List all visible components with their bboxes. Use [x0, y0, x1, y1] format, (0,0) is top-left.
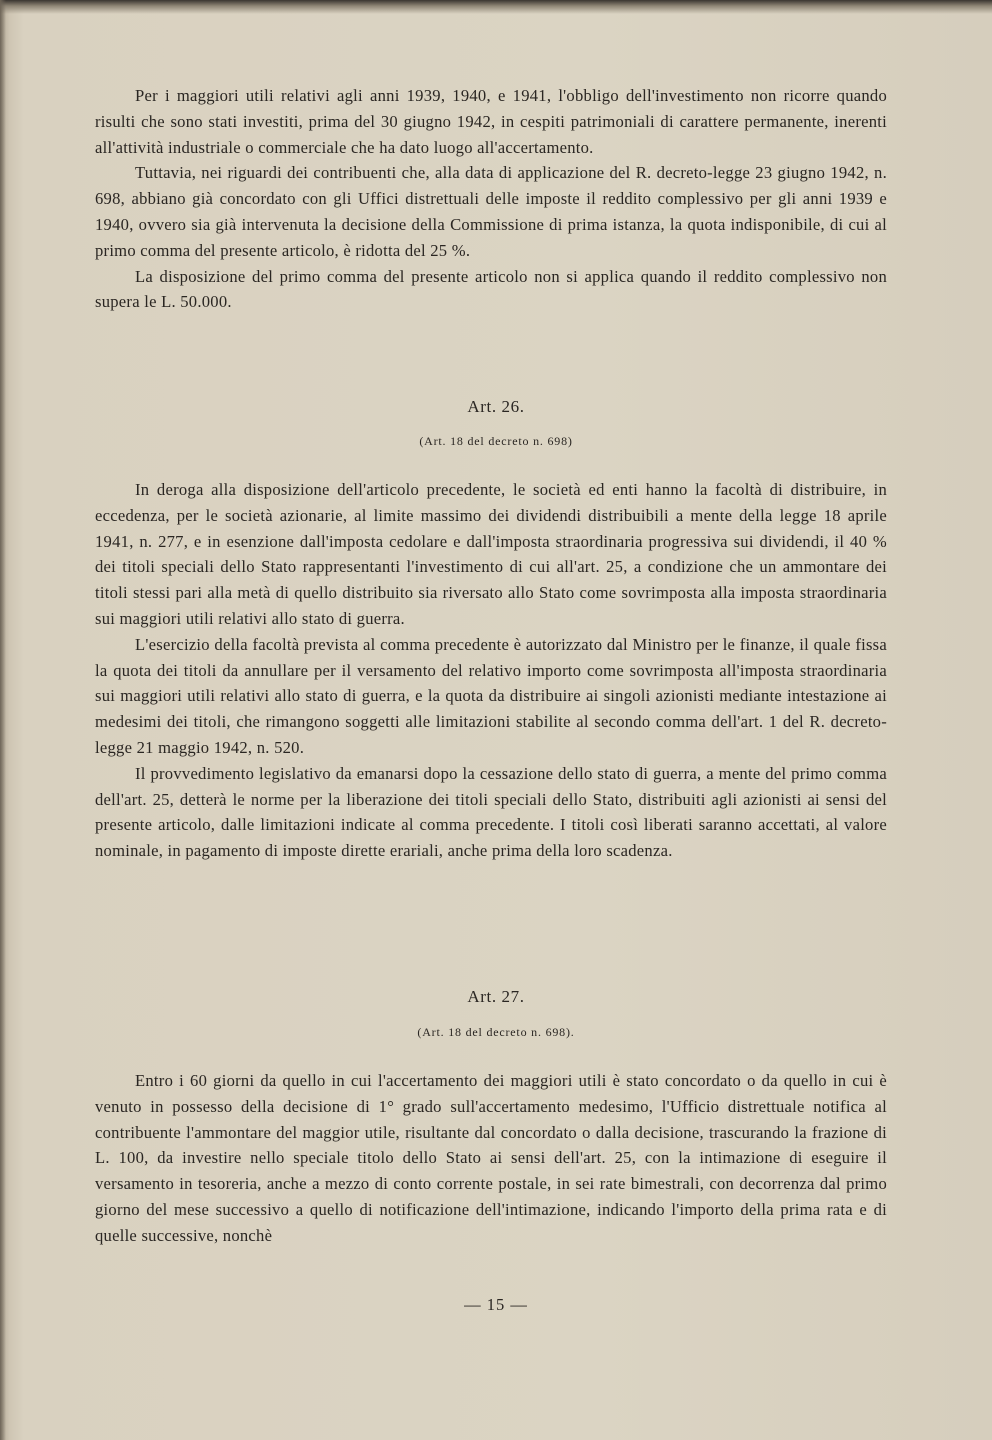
- paragraph: Entro i 60 giorni da quello in cui l'accertamento dei maggiori utili è stato concordato o da quello in cui è venuto in possesso della decisione di 1° grado sull'accertamento medesimo, l'Ufficio distrettuale notifica al contribuente l'ammontare del maggior utile, risultante dal concordato o dalla decisione, trascurando la frazione di L. 100, da investire nello speciale titolo dello Stato ai sensi dell'art. 25, con la intimazione di eseguire il versamento in tesoreria, anche a mezzo di conto corrente postale, in sei rate bimestrali, con decorrenza dal primo giorno del mese successivo a quello di notificazione dell'intimazione, indicando l'importo della prima rata e di quelle successive, nonchè: [95, 1071, 887, 1245]
- art-26-body: [95, 477, 887, 864]
- paragraph: Tuttavia, nei riguardi dei contribuenti che, alla data di applicazione del R. decreto-legge 23 giugno 1942, n. 698, abbiano già concordato con gli Uffici distrettuali delle imposte il reddito complessivo per gli anni 1939 e 1940, ovvero sia già intervenuta la decisione della Commissione di prima istanza, la quota indisponibile, di cui al primo comma del presente articolo, è ridotta del 25 %.: [95, 163, 887, 260]
- article-heading-27: Art. 27.: [467, 987, 525, 1006]
- paragraph: La disposizione del primo comma del presente articolo non si applica quando il reddito complessivo non supera le L. 50.000.: [95, 266, 887, 312]
- paragraph: Per i maggiori utili relativi agli anni 1939, 1940, e 1941, l'obbligo dell'investimento non ricorre quando risulti che sono stati investiti, prima del 30 giugno 1942, in cespiti patrimoniali di carattere permanente, inerenti all'attività industriale o commerciale che ha dato luogo all'accertamento.: [95, 86, 887, 157]
- scan-left-edge: [0, 0, 6, 1440]
- scan-top-edge: [0, 0, 992, 14]
- paragraph: In deroga alla disposizione dell'articolo precedente, le società ed enti hanno la facoltà di distribuire, in eccedenza, per le società azionarie, al limite massimo dei dividendi distribuibili a mente della legge 18 aprile 1941, n. 277, e in esenzione dall'imposta cedolare e dall'imposta straordinaria progressiva sui dividendi, il 40 % dei titoli speciali dello Stato rappresentanti l'investimento di cui all'art. 25, a condizione che un ammontare dei titoli stessi pari alla metà di quello distribuito sia riversato allo Stato come sovrimposta alla imposta straordinaria sui maggiori utili relativi allo stato di guerra.: [95, 480, 887, 628]
- art-25-continuation: [95, 83, 887, 315]
- page-number: — 15 —: [464, 1295, 528, 1314]
- article-reference-27: (Art. 18 del decreto n. 698).: [417, 1025, 575, 1039]
- article-heading-26: Art. 26.: [467, 397, 525, 416]
- paragraph: L'esercizio della facoltà prevista al comma precedente è autorizzato dal Ministro per le finanze, il quale fissa la quota dei titoli da annullare per il versamento del relativo importo come sovrimposta all'imposta straordinaria sui maggiori utili relativi allo stato di guerra, e la quota da distribuire ai singoli azionisti mediante intestazione ai medesimi dei titoli, che rimangono soggetti alle limitazioni stabilite al secondo comma dell'art. 1 del R. decreto-legge 21 maggio 1942, n. 520.: [95, 634, 887, 757]
- article-reference-26: (Art. 18 del decreto n. 698): [419, 434, 573, 448]
- paragraph: Il provvedimento legislativo da emanarsi dopo la cessazione dello stato di guerra, a mente del primo comma dell'art. 25, detterà le norme per la liberazione dei titoli speciali dello Stato, distribuiti agli azionisti ai sensi del presente articolo, dalle limitazioni indicate al comma precedente. I titoli così liberati saranno accettati, al valore nominale, in pagamento di imposte dirette erariali, anche prima della loro scadenza.: [95, 763, 887, 861]
- art-27-body: [95, 1068, 887, 1249]
